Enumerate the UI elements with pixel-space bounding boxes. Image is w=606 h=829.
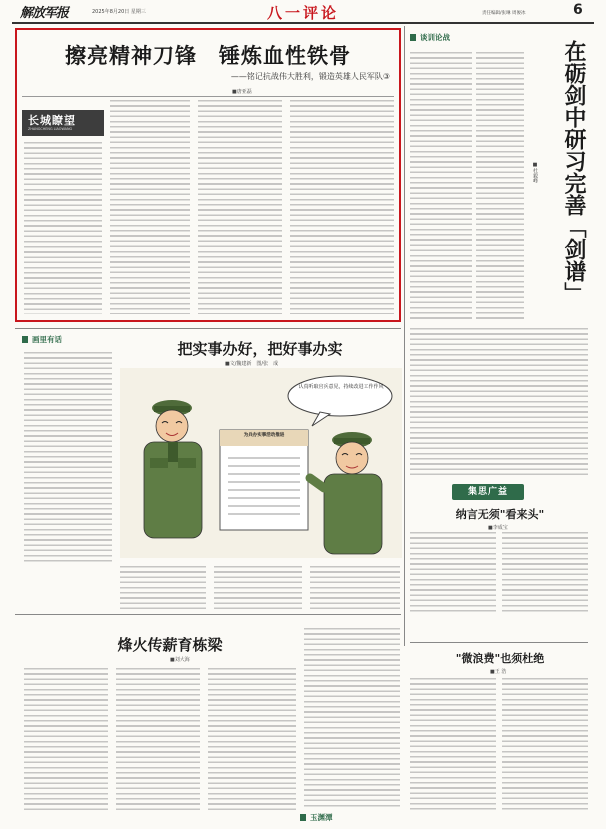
middle-article-title: 把实事办好，把好事办实	[177, 340, 343, 358]
jisi-banner-label: 集思广益	[467, 487, 508, 497]
badge-square-icon	[300, 814, 306, 821]
left-mid-body	[24, 352, 112, 562]
page-number: 6	[573, 2, 583, 18]
cartoon-illustration	[120, 368, 402, 558]
lead-article-subtitle: ——铭记抗战伟大胜利，锻造英雄人民军队③	[230, 72, 390, 81]
newspaper-logo: 解放军报	[20, 6, 69, 21]
right-column-divider	[404, 26, 405, 646]
lead-body-col-2	[110, 100, 190, 314]
lead-article-author: ■唐亚磊	[232, 89, 252, 95]
cartoon-sign-text: 为兵办实事活动推进	[243, 433, 285, 438]
left-mid-badge	[22, 334, 86, 346]
right-bottom-divider	[410, 642, 588, 643]
editors: 责任编辑/张琳 周俊冰	[482, 11, 526, 16]
jisi-banner	[452, 484, 524, 500]
cartoon-speech-text: 认真听取官兵意见，持续改进工作作风	[298, 384, 384, 390]
footer-badge-label: 玉渊潭	[310, 813, 333, 822]
bottom-left-author: ■刘大海	[170, 657, 190, 663]
right-bottom-title-1: 纳言无须"看来头"	[455, 508, 545, 521]
right-bottom-author-2: ■王 浩	[490, 669, 507, 675]
right-column-author: ■杜毅峰	[532, 162, 538, 183]
right-body-col-2	[476, 52, 524, 322]
right-body-col-1	[410, 52, 472, 322]
bottom-body-col-2	[116, 668, 200, 810]
right-bottom-author-1: ■李成宝	[488, 525, 508, 531]
middle-body-col-2	[214, 566, 302, 610]
lead-body-col-3	[198, 100, 282, 314]
right-bottom-col-2	[502, 532, 588, 612]
date-line: 2025年8月20日 星期三	[92, 9, 146, 15]
bottom-body-col-3	[208, 668, 296, 810]
footer-badge	[300, 812, 370, 824]
bottom-left-title: 烽火传薪育栋梁	[117, 636, 223, 654]
right-bottom-col-4	[502, 678, 588, 812]
column-badge-changcheng	[22, 110, 104, 136]
bottom-divider	[15, 614, 401, 615]
right-column-title: 在砺剑中研习完善「剑谱」	[561, 40, 586, 304]
section-divider	[15, 328, 401, 329]
column-badge-label: 长城瞭望	[28, 114, 76, 127]
section-title: 八一评论	[266, 4, 339, 22]
right-body-col-3	[410, 328, 588, 478]
middle-body-col-1	[120, 566, 206, 610]
lead-article-title: 擦亮精神刀锋 锤炼血性铁骨	[65, 44, 351, 68]
right-bottom-col-3	[410, 678, 496, 812]
lead-body-col-1	[24, 142, 102, 314]
left-mid-badge-label: 画里有话	[32, 335, 62, 344]
column-badge-sub: ZHANGCHENG LIAOWANG	[28, 127, 73, 131]
lead-title-rule	[22, 96, 394, 97]
bottom-body-col-1	[24, 668, 108, 810]
right-bottom-col-1	[410, 532, 496, 612]
middle-article-credit: ■文/魏建新 图/张 成	[225, 361, 279, 367]
right-bottom-title-2: "微浪费"也须杜绝	[455, 652, 545, 665]
board-sign	[220, 430, 308, 530]
bottom-body-col-4	[304, 628, 400, 810]
speech-bubble	[288, 376, 392, 416]
masthead	[0, 0, 606, 24]
right-column-badge	[410, 32, 474, 44]
right-badge-label: 谈训论战	[420, 33, 450, 42]
badge-square-icon	[410, 34, 416, 41]
badge-square-icon	[22, 336, 28, 343]
lead-body-col-4	[290, 100, 394, 314]
masthead-rule	[12, 22, 594, 24]
middle-body-col-3	[310, 566, 400, 610]
